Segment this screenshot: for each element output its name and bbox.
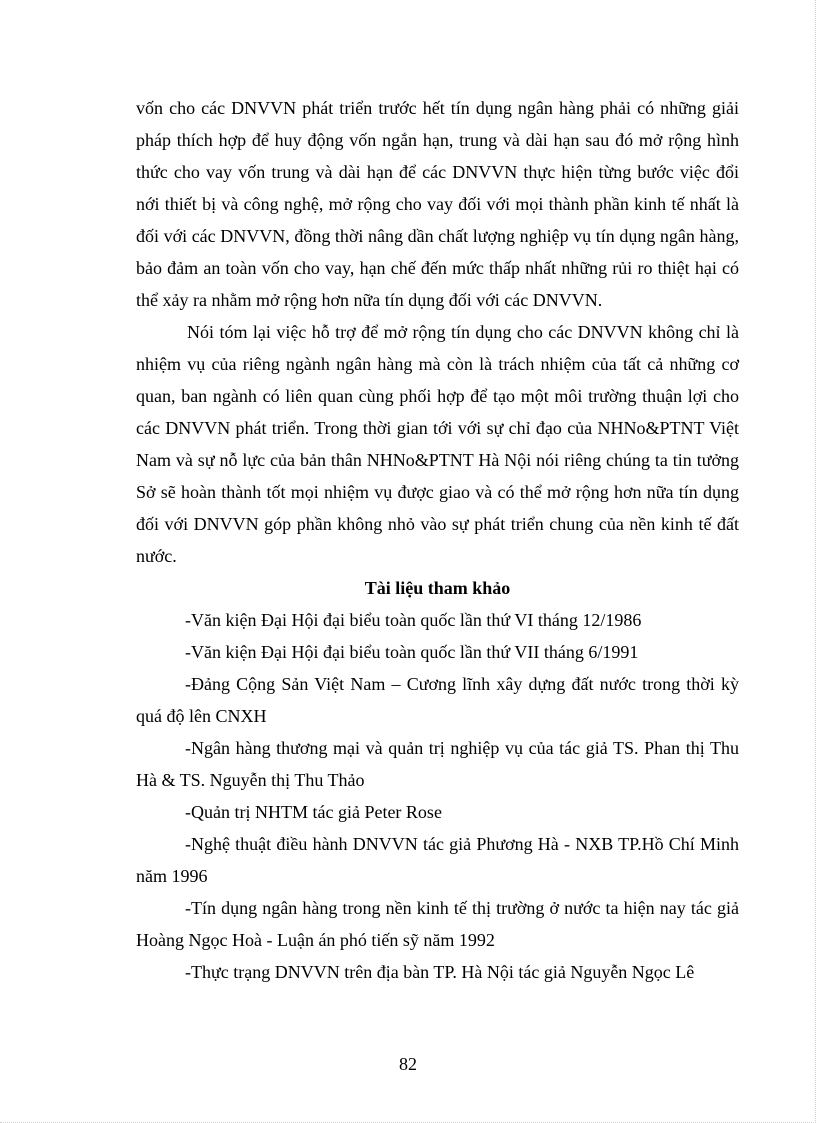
reference-item-5: -Quản trị NHTM tác giả Peter Rose <box>185 802 442 822</box>
reference-item-7: -Tín dụng ngân hàng trong nền kinh tế thị trường ở nước ta hiện nay tác giả Hoàng Ngọc Hoà - Luận án phó tiến sỹ năm 1992 <box>136 898 739 950</box>
reference-item-4: -Ngân hàng thương mại và quản trị nghiệp vụ của tác giả TS. Phan thị Thu Hà & TS. Nguyễn thị Thu Thảo <box>136 738 739 790</box>
reference-item-1: -Văn kiện Đại Hội đại biểu toàn quốc lần thứ VI tháng 12/1986 <box>185 610 642 630</box>
reference-item-8: -Thực trạng DNVVN trên địa bàn TP. Hà Nội tác giả Nguyễn Ngọc Lê <box>185 962 695 982</box>
reference-item-6: -Nghệ thuật điều hành DNVVN tác giả Phương Hà - NXB TP.Hồ Chí Minh năm 1996 <box>136 834 739 886</box>
page-number: 82 <box>399 1054 417 1074</box>
reference-item-3: -Đảng Cộng Sản Việt Nam – Cương lĩnh xây dựng đất nước trong thời kỳ quá độ lên CNXH <box>136 674 739 726</box>
page-content <box>136 92 739 988</box>
body-paragraph-2: Nói tóm lại việc hỗ trợ để mở rộng tín dụng cho các DNVVN không chỉ là nhiệm vụ của riêng ngành ngân hàng mà còn là trách nhiệm của tất cả những cơ quan, ban ngành có liên quan cùng phối hợp để tạo một môi trường thuận lợi cho các DNVVN phát triển. Trong thời gian tới với sự chỉ đạo của NHNo&PTNT Việt Nam và sự nỗ lực của bản thân NHNo&PTNT Hà Nội nói riêng chúng ta tin tưởng Sở sẽ hoàn thành tốt mọi nhiệm vụ được giao và có thể mở rộng hơn nữa tín dụng đối với DNVVN góp phần không nhỏ vào sự phát triển chung của nền kinh tế đất nước. <box>136 322 739 566</box>
references-heading: Tài liệu tham khảo <box>364 578 511 598</box>
reference-list <box>136 604 739 988</box>
reference-item-2: -Văn kiện Đại Hội đại biểu toàn quốc lần thứ VII tháng 6/1991 <box>185 642 639 662</box>
body-paragraph-1: vốn cho các DNVVN phát triển trước hết tín dụng ngân hàng phải có những giải pháp thích hợp để huy động vốn ngắn hạn, trung và dài hạn sau đó mở rộng hình thức cho vay vốn trung và dài hạn để các DNVVN thực hiện từng bước việc đổi nới thiết bị và công nghệ, mở rộng cho vay đối với mọi thành phần kinh tế nhất là đối với các DNVVN, đồng thời nâng dần chất lượng nghiệp vụ tín dụng ngân hàng, bảo đảm an toàn vốn cho vay, hạn chế đến mức thấp nhất những rủi ro thiệt hại có thể xảy ra nhằm mở rộng hơn nữa tín dụng đối với các DNVVN. <box>136 98 739 310</box>
